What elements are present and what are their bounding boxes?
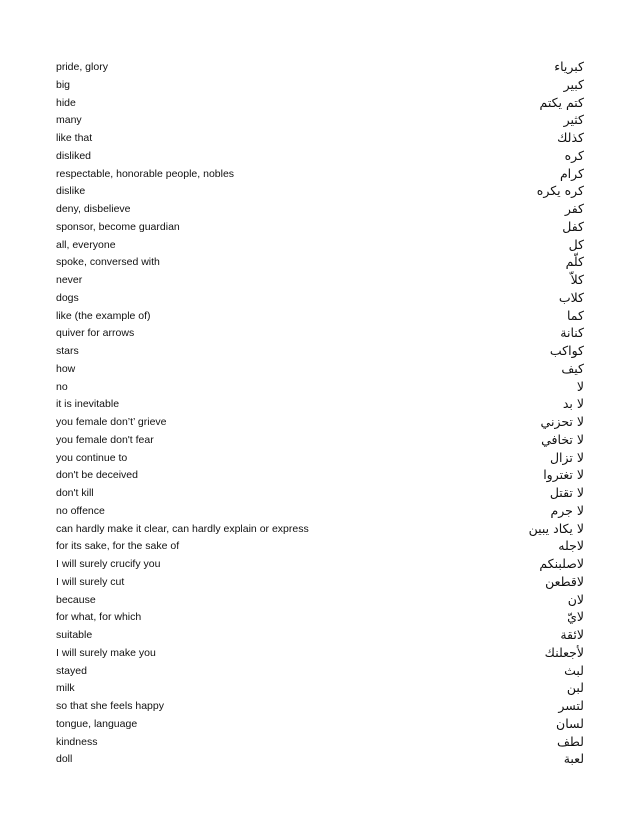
arabic-word: لا بد (562, 396, 584, 412)
arabic-word: كنانة (560, 325, 584, 341)
vocab-row (56, 395, 584, 413)
arabic-word: لا تحزني (540, 414, 584, 429)
english-translation: kindness (56, 735, 98, 748)
english-translation: for its sake, for the sake of (56, 540, 180, 553)
vocab-row (56, 236, 584, 254)
vocab-row (56, 520, 584, 538)
arabic-word: كواكب (549, 343, 584, 358)
arabic-word: لطف (556, 733, 584, 749)
english-translation: milk (56, 682, 75, 695)
arabic-word: كما (567, 307, 584, 323)
vocab-row (56, 307, 584, 325)
english-translation: no offence (56, 504, 105, 517)
arabic-word: كلاب (558, 289, 584, 305)
vocab-row (56, 342, 584, 360)
english-translation: hide (56, 96, 76, 109)
english-translation: quiver for arrows (56, 327, 135, 340)
arabic-word: كره (564, 147, 584, 163)
vocab-row (56, 573, 584, 591)
arabic-word: كرام (559, 165, 584, 181)
arabic-word: لبث (564, 662, 584, 678)
english-translation: disliked (56, 149, 92, 162)
english-translation: you continue to (56, 451, 128, 464)
english-translation: I will surely crucify you (56, 558, 161, 570)
vocab-row (56, 413, 584, 431)
english-translation: because (56, 593, 96, 606)
english-translation: doll (56, 753, 73, 766)
arabic-word: لبن (566, 680, 584, 696)
english-translation: can hardly make it clear, can hardly explain or express (56, 522, 309, 535)
arabic-word: كفل (562, 218, 584, 234)
vocab-row (56, 555, 584, 573)
vocab-row (56, 484, 584, 502)
english-translation: you female don't fear (56, 433, 154, 446)
english-translation: so that she feels happy (56, 700, 164, 712)
english-translation: spoke, conversed with (56, 256, 160, 269)
arabic-word: لا (576, 378, 584, 394)
vocabulary-list (56, 58, 584, 768)
arabic-word: كثير (563, 112, 584, 128)
arabic-word: كبير (563, 76, 584, 92)
english-translation: I will surely make you (56, 646, 156, 659)
vocab-row (56, 378, 584, 396)
vocab-row (56, 76, 584, 94)
vocab-row (56, 502, 584, 520)
english-translation: no (56, 380, 68, 393)
vocab-row (56, 360, 584, 378)
arabic-word: كذلك (557, 130, 584, 145)
english-translation: you female don’t’ grieve (56, 416, 167, 428)
arabic-word: كتم يكتم (539, 94, 584, 110)
arabic-word: لا يكاد يبين (528, 520, 584, 536)
vocab-row (56, 715, 584, 733)
english-translation: don't be deceived (56, 469, 138, 482)
arabic-word: لا تقتل (549, 485, 584, 500)
arabic-word: لاصلبنكم (539, 556, 584, 571)
arabic-word: لاقطعن (545, 573, 584, 589)
arabic-word: لا تغتروا (543, 467, 584, 483)
vocab-row (56, 750, 584, 768)
arabic-word: كفر (564, 201, 584, 216)
english-translation: dogs (56, 291, 79, 304)
arabic-word: لائقة (560, 627, 584, 642)
arabic-word: لتسر (558, 698, 584, 713)
arabic-word: لا تزال (549, 449, 584, 465)
english-translation: pride, glory (56, 61, 108, 73)
vocab-row (56, 147, 584, 165)
arabic-word: لان (567, 591, 584, 607)
english-translation: suitable (56, 629, 93, 641)
vocab-row (56, 111, 584, 129)
vocab-row (56, 431, 584, 449)
vocab-row (56, 218, 584, 236)
english-translation: it is inevitable (56, 398, 120, 411)
english-translation: deny, disbelieve (56, 203, 131, 215)
vocab-row (56, 58, 584, 76)
arabic-word: كلاّ (570, 272, 584, 287)
arabic-word: لعبة (563, 751, 584, 767)
arabic-word: كل (568, 236, 584, 252)
english-translation: stars (56, 345, 79, 357)
english-translation: never (56, 274, 83, 286)
arabic-word: كلّم (565, 254, 584, 270)
english-translation: like that (56, 132, 93, 144)
vocab-row (56, 697, 584, 715)
arabic-word: كره يكره (536, 183, 584, 199)
arabic-word: كبرياء (554, 59, 584, 74)
english-translation: dislike (56, 185, 86, 198)
vocab-row (56, 94, 584, 112)
vocab-row (56, 324, 584, 342)
vocab-row (56, 591, 584, 609)
english-translation: big (56, 78, 71, 91)
english-translation: like (the example of) (56, 309, 151, 322)
vocab-row (56, 253, 584, 271)
english-translation: how (56, 362, 76, 375)
vocab-row (56, 200, 584, 218)
english-translation: tongue, language (56, 717, 138, 730)
arabic-word: لا جرم (550, 502, 584, 518)
vocab-row (56, 449, 584, 467)
vocab-row (56, 289, 584, 307)
arabic-word: لايّ (567, 609, 584, 625)
english-translation: don't kill (56, 487, 94, 499)
arabic-word: كيف (561, 360, 584, 376)
vocab-row (56, 608, 584, 626)
vocab-row (56, 662, 584, 680)
english-translation: many (56, 114, 82, 127)
vocab-row (56, 679, 584, 697)
vocab-row (56, 626, 584, 644)
arabic-word: لا تخافي (541, 431, 584, 447)
vocab-row (56, 182, 584, 200)
vocab-row (56, 129, 584, 147)
vocab-row (56, 644, 584, 662)
arabic-word: لسان (556, 715, 584, 731)
english-translation: respectable, honorable people, nobles (56, 167, 235, 180)
vocab-row (56, 733, 584, 751)
english-translation: sponsor, become guardian (56, 220, 180, 233)
vocab-row (56, 466, 584, 484)
english-translation: for what, for which (56, 611, 142, 624)
vocab-row (56, 537, 584, 555)
vocab-row (56, 271, 584, 289)
vocab-row (56, 165, 584, 183)
arabic-word: لأجعلنك (544, 644, 584, 660)
english-translation: all, everyone (56, 238, 116, 251)
arabic-word: لاجله (558, 538, 584, 554)
english-translation: I will surely cut (56, 575, 125, 588)
english-translation: stayed (56, 664, 87, 677)
